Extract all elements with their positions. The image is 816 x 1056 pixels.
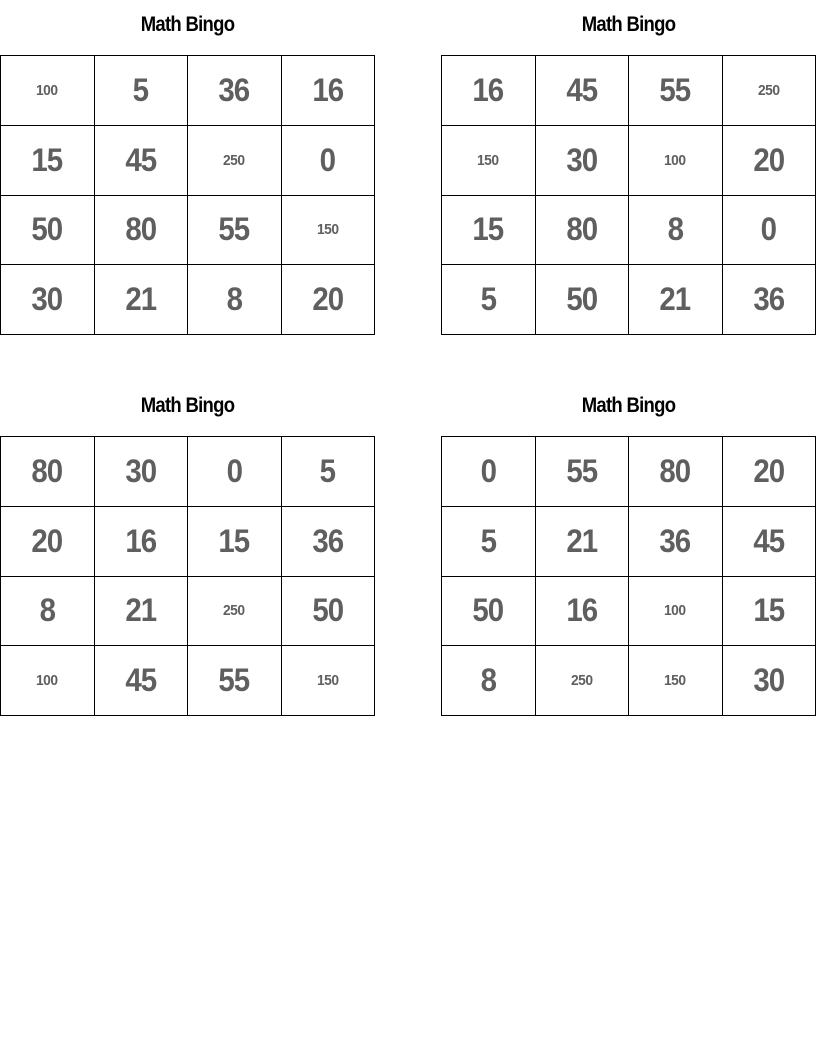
bingo-cell-number: 36	[659, 522, 691, 559]
bingo-cell	[629, 507, 723, 577]
bingo-cell	[188, 646, 282, 716]
bingo-cell-number: 150	[477, 151, 500, 169]
bingo-cell	[188, 126, 282, 196]
bingo-cell-number: 5	[480, 522, 496, 559]
bingo-grid	[0, 55, 375, 335]
bingo-cell-number: 50	[31, 211, 63, 248]
bingo-card-1	[0, 0, 375, 318]
bingo-cell	[188, 196, 282, 266]
bingo-cell	[1, 126, 95, 196]
bingo-cell-number: 50	[472, 592, 504, 629]
bingo-cell	[282, 265, 376, 335]
bingo-cell-number: 5	[133, 71, 149, 108]
bingo-cell	[188, 265, 282, 335]
bingo-cell	[1, 437, 95, 507]
bingo-cell	[536, 577, 630, 647]
bingo-cell-number: 50	[312, 592, 344, 629]
bingo-cell	[536, 56, 630, 126]
bingo-cell	[629, 265, 723, 335]
bingo-cell	[536, 507, 630, 577]
bingo-cell-number: 100	[36, 672, 59, 690]
bingo-cell-number: 250	[570, 672, 593, 690]
bingo-cell	[282, 507, 376, 577]
bingo-cell-number: 0	[761, 211, 777, 248]
bingo-cell	[629, 56, 723, 126]
bingo-cell-number: 36	[218, 71, 250, 108]
bingo-cell-number: 45	[566, 71, 598, 108]
bingo-cell	[1, 265, 95, 335]
bingo-cell-number: 100	[664, 151, 687, 169]
bingo-cell-number: 20	[31, 522, 63, 559]
bingo-cell-number: 8	[39, 592, 55, 629]
bingo-cell-number: 150	[316, 672, 339, 690]
bingo-cell	[536, 646, 630, 716]
bingo-cell-number: 20	[753, 141, 785, 178]
bingo-cell	[723, 437, 816, 507]
bingo-cell-number: 8	[480, 662, 496, 699]
bingo-cell	[442, 56, 536, 126]
bingo-cell-number: 16	[566, 592, 598, 629]
bingo-grid	[0, 436, 375, 716]
bingo-cell	[282, 56, 376, 126]
bingo-cell	[282, 437, 376, 507]
bingo-cell-number: 80	[566, 211, 598, 248]
bingo-cell-number: 150	[664, 672, 687, 690]
bingo-cell	[536, 265, 630, 335]
bingo-cell-number: 80	[31, 452, 63, 489]
bingo-cell	[188, 437, 282, 507]
bingo-cell	[723, 56, 816, 126]
bingo-cell-number: 100	[36, 81, 59, 99]
bingo-cell	[1, 196, 95, 266]
bingo-cell	[723, 265, 816, 335]
bingo-cell-number: 100	[664, 602, 687, 620]
bingo-cell-number: 150	[316, 221, 339, 239]
bingo-cell	[188, 577, 282, 647]
bingo-cell-number: 15	[218, 522, 250, 559]
bingo-cell	[1, 507, 95, 577]
bingo-cell-number: 250	[223, 151, 246, 169]
bingo-cell-number: 5	[320, 452, 336, 489]
bingo-cell-number: 250	[757, 81, 780, 99]
bingo-cell	[188, 507, 282, 577]
bingo-cell-number: 15	[472, 211, 504, 248]
bingo-cell	[95, 265, 189, 335]
bingo-cell	[723, 126, 816, 196]
bingo-cell	[629, 577, 723, 647]
bingo-cell	[629, 437, 723, 507]
card-title: Math Bingo	[581, 13, 676, 36]
bingo-cell-number: 8	[667, 211, 683, 248]
bingo-card-2	[441, 0, 816, 318]
bingo-cell-number: 0	[320, 141, 336, 178]
bingo-cell-number: 36	[312, 522, 344, 559]
bingo-cell	[723, 507, 816, 577]
bingo-cell	[95, 507, 189, 577]
bingo-cell-number: 30	[125, 452, 157, 489]
bingo-cell-number: 5	[480, 281, 496, 318]
bingo-cell	[442, 507, 536, 577]
bingo-cell	[536, 437, 630, 507]
bingo-cell-number: 21	[566, 522, 598, 559]
bingo-cell-number: 45	[753, 522, 785, 559]
bingo-cell-number: 15	[753, 592, 785, 629]
bingo-cell-number: 16	[312, 71, 344, 108]
bingo-cell-number: 50	[566, 281, 598, 318]
bingo-cell	[95, 437, 189, 507]
bingo-cell-number: 0	[480, 452, 496, 489]
card-title: Math Bingo	[140, 13, 235, 36]
bingo-cell-number: 250	[223, 602, 246, 620]
bingo-cell	[442, 265, 536, 335]
bingo-cell	[442, 126, 536, 196]
bingo-cell-number: 80	[125, 211, 157, 248]
bingo-cell-number: 45	[125, 141, 157, 178]
bingo-cell-number: 55	[659, 71, 691, 108]
bingo-cell	[442, 196, 536, 266]
bingo-cell-number: 36	[753, 281, 785, 318]
bingo-cell-number: 15	[31, 141, 63, 178]
bingo-cell	[95, 577, 189, 647]
bingo-cell	[442, 577, 536, 647]
bingo-cell-number: 21	[659, 281, 691, 318]
bingo-cell-number: 0	[226, 452, 242, 489]
bingo-cell-number: 16	[472, 71, 504, 108]
bingo-cell-number: 55	[566, 452, 598, 489]
bingo-cell	[95, 196, 189, 266]
bingo-cell	[1, 577, 95, 647]
bingo-cell	[95, 56, 189, 126]
bingo-cell	[95, 646, 189, 716]
bingo-cell	[1, 56, 95, 126]
bingo-card-4	[441, 381, 816, 699]
bingo-cell	[536, 126, 630, 196]
bingo-cell-number: 80	[659, 452, 691, 489]
bingo-cell	[442, 437, 536, 507]
bingo-cell	[282, 196, 376, 266]
bingo-cell	[282, 646, 376, 716]
bingo-cell	[723, 577, 816, 647]
bingo-cell	[188, 56, 282, 126]
bingo-card-3	[0, 381, 375, 699]
bingo-cell	[282, 577, 376, 647]
bingo-grid	[441, 55, 816, 335]
bingo-cell-number: 55	[218, 662, 250, 699]
bingo-cell-number: 16	[125, 522, 157, 559]
bingo-cell	[629, 196, 723, 266]
bingo-cell-number: 8	[226, 281, 242, 318]
bingo-cell-number: 21	[125, 592, 157, 629]
bingo-cell	[1, 646, 95, 716]
bingo-cell	[629, 646, 723, 716]
bingo-cell	[536, 196, 630, 266]
bingo-cell-number: 30	[31, 281, 63, 318]
bingo-cell-number: 30	[753, 662, 785, 699]
bingo-cell-number: 55	[218, 211, 250, 248]
bingo-cell-number: 30	[566, 141, 598, 178]
bingo-cell-number: 20	[753, 452, 785, 489]
bingo-cell	[723, 196, 816, 266]
bingo-cell-number: 21	[125, 281, 157, 318]
bingo-cell-number: 20	[312, 281, 344, 318]
bingo-cell	[282, 126, 376, 196]
bingo-cell-number: 45	[125, 662, 157, 699]
card-title: Math Bingo	[581, 394, 676, 417]
bingo-cell	[442, 646, 536, 716]
bingo-cell	[95, 126, 189, 196]
bingo-grid	[441, 436, 816, 716]
bingo-cell	[723, 646, 816, 716]
card-title: Math Bingo	[140, 394, 235, 417]
bingo-cell	[629, 126, 723, 196]
